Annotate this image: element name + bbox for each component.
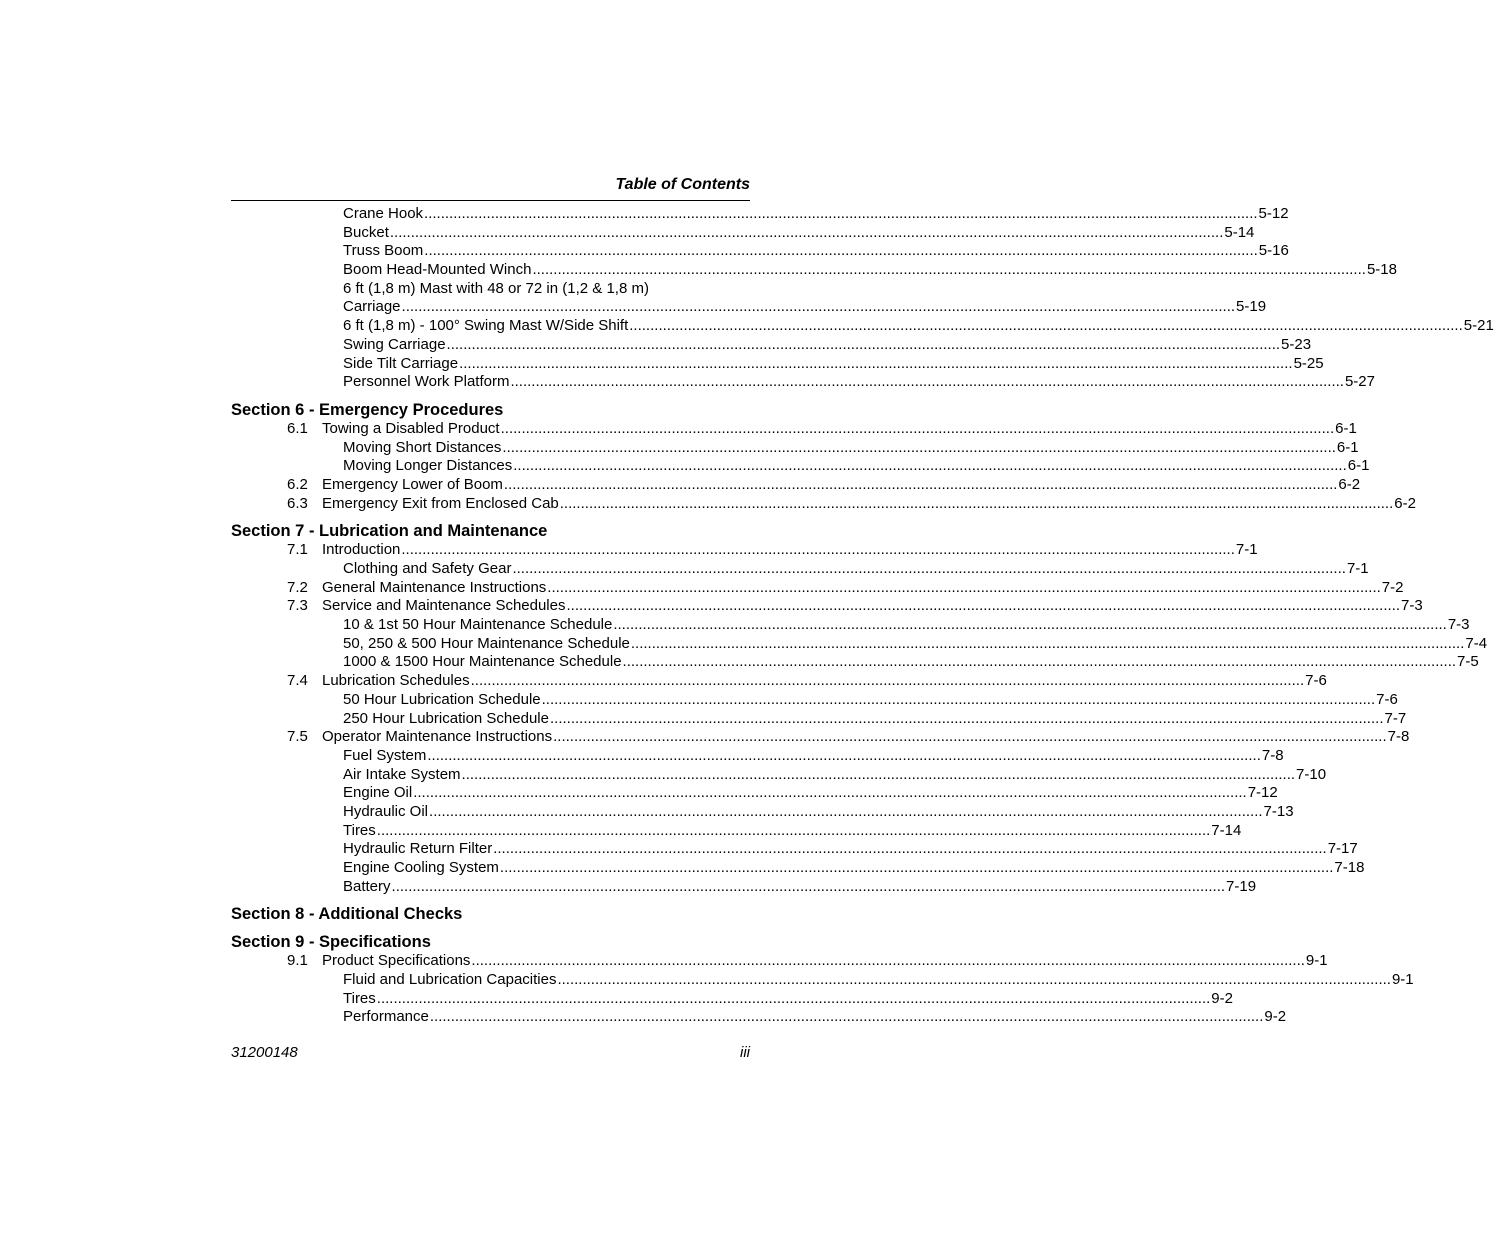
toc-entry-leader-line	[343, 746, 1284, 766]
toc-entry	[231, 859, 1365, 878]
toc-entry-page: 9-1	[1305, 952, 1328, 970]
toc-entry-leader-line	[343, 205, 1289, 224]
dot-leader: ........................................................................................................................................................................................................	[559, 494, 1394, 512]
table-of-contents	[231, 205, 1494, 1027]
dot-leader: ........................................................................................................................................................................................................	[503, 475, 1338, 493]
toc-entry-title: Towing a Disabled Product	[322, 419, 500, 437]
toc-entry-leader-line	[322, 672, 1327, 691]
toc-entry-title: 250 Hour Lubrication Schedule	[343, 709, 549, 727]
dot-leader: ........................................................................................................................................................................................................	[510, 373, 1344, 391]
toc-entry-title: Service and Maintenance Schedules	[322, 597, 566, 615]
toc-entry	[231, 438, 1359, 458]
toc-entry	[231, 560, 1369, 579]
dot-leader: ........................................................................................................................................................................................................	[471, 952, 1305, 970]
dot-leader: ........................................................................................................................................................................................................	[391, 877, 1226, 895]
dot-leader: ........................................................................................................................................................................................................	[630, 634, 1465, 652]
toc-entry	[231, 616, 1470, 635]
dot-leader: ........................................................................................................................................................................................................	[541, 690, 1376, 708]
toc-entry-leader-line	[322, 728, 1410, 747]
dot-leader: ........................................................................................................................................................................................................	[427, 746, 1261, 764]
toc-entry-title: Fluid and Lubrication Capacities	[343, 971, 557, 989]
toc-entry-page: 6-2	[1394, 494, 1416, 512]
toc-entry-number: 7.3	[287, 597, 308, 615]
toc-entry-leader-line	[343, 709, 1407, 729]
document-number: 31200148	[231, 1044, 298, 1061]
toc-section-heading: Section 8 - Additional Checks	[231, 905, 463, 924]
toc-entry-leader-line	[343, 1008, 1287, 1027]
toc-entry-page: 7-6	[1305, 672, 1327, 690]
toc-entry-page: 6-1	[1347, 457, 1370, 475]
toc-entry-page: 5-27	[1344, 373, 1375, 391]
dot-leader: ........................................................................................................................................................................................................	[557, 971, 1391, 989]
toc-entry-leader-line	[322, 578, 1404, 598]
toc-entry-page: 9-2	[1211, 989, 1233, 1007]
toc-entry-page: 7-5	[1457, 653, 1479, 671]
toc-entry	[231, 653, 1479, 672]
toc-entry-title: Product Specifications	[322, 952, 471, 970]
dot-leader: ........................................................................................................................................................................................................	[629, 317, 1463, 335]
toc-entry-title: Introduction	[322, 541, 401, 559]
toc-entry-title: Tires	[343, 821, 376, 839]
toc-entry	[231, 709, 1407, 729]
toc-entry-title: Boom Head-Mounted Winch	[343, 261, 532, 279]
toc-entry-leader-line	[343, 802, 1294, 822]
dot-leader: ........................................................................................................................................................................................................	[470, 672, 1305, 690]
toc-entry-continued	[231, 280, 750, 299]
toc-entry-leader-line	[343, 354, 1324, 374]
toc-entry-leader-line	[322, 952, 1328, 971]
toc-entry	[231, 690, 1398, 710]
toc-entry-title: Tires	[343, 989, 376, 1007]
toc-entry-page: 7-14	[1211, 821, 1242, 839]
toc-entry-title: Bucket	[343, 223, 389, 241]
toc-entry-leader-line	[343, 840, 1358, 859]
toc-entry-title: Engine Cooling System	[343, 859, 499, 876]
dot-leader: ........................................................................................................................................................................................................	[547, 578, 1381, 596]
toc-entry-page: 5-16	[1258, 242, 1289, 260]
toc-entry-leader-line	[343, 989, 1233, 1009]
toc-entry	[231, 419, 1357, 439]
toc-entry-title: Emergency Exit from Enclosed Cab	[322, 494, 559, 512]
toc-entry-page: 6-2	[1338, 475, 1361, 493]
toc-section-heading: Section 9 - Specifications	[231, 933, 431, 952]
toc-entry	[231, 952, 1328, 971]
toc-entry-number: 6.3	[287, 494, 308, 512]
toc-entry-title: Battery	[343, 877, 391, 895]
toc-entry-leader-line	[343, 261, 1397, 280]
dot-leader: ........................................................................................................................................................................................................	[424, 242, 1258, 260]
dot-leader: ........................................................................................................................................................................................................	[622, 653, 1457, 671]
toc-entry-title: 10 & 1st 50 Hour Maintenance Schedule	[343, 616, 613, 634]
dot-leader: ........................................................................................................................................................................................................	[500, 419, 1335, 437]
toc-entry	[231, 597, 1423, 616]
toc-entry-page: 7-7	[1384, 709, 1407, 727]
toc-entry-page: 9-2	[1264, 1008, 1287, 1026]
toc-entry-leader-line	[322, 541, 1258, 560]
toc-entry	[231, 373, 1375, 392]
toc-entry-leader-line	[343, 373, 1375, 392]
toc-entry	[231, 223, 1255, 243]
dot-leader: ........................................................................................................................................................................................................	[553, 728, 1387, 746]
toc-entry-leader-line	[322, 419, 1357, 439]
toc-entry-page: 7-4	[1465, 634, 1488, 652]
toc-entry-title: Performance	[343, 1008, 429, 1026]
toc-entry-page: 7-1	[1235, 541, 1258, 559]
toc-entry-leader-line	[343, 223, 1255, 243]
toc-entry-page: 7-3	[1401, 597, 1423, 615]
toc-entry-page: 6-1	[1336, 438, 1359, 456]
toc-entry-page: 5-14	[1224, 223, 1255, 241]
header-rule	[231, 200, 750, 201]
toc-entry-page: 6-1	[1335, 419, 1357, 437]
toc-entry-page: 7-19	[1226, 877, 1257, 895]
toc-entry	[231, 877, 1257, 897]
toc-entry-number: 7.1	[287, 541, 308, 559]
dot-leader: ........................................................................................................................................................................................................	[549, 709, 1384, 727]
toc-entry-number: 7.2	[287, 578, 308, 596]
toc-entry-title: 6 ft (1,8 m) Mast with 48 or 72 in (1,2 & 1,8 m)	[343, 279, 649, 297]
toc-entry-leader-line	[343, 634, 1488, 654]
toc-entry-page: 5-21	[1463, 317, 1494, 335]
toc-entry-title: Hydraulic Oil	[343, 802, 429, 820]
dot-leader: ........................................................................................................................................................................................................	[401, 541, 1235, 559]
toc-entry-number: 7.5	[287, 728, 308, 746]
toc-entry-title: Operator Maintenance Instructions	[322, 728, 553, 746]
toc-section-heading: Section 6 - Emergency Procedures	[231, 400, 504, 419]
toc-entry-leader-line	[343, 242, 1289, 261]
dot-leader: ........................................................................................................................................................................................................	[502, 438, 1336, 456]
page-header-title: Table of Contents	[615, 176, 750, 193]
dot-leader: ........................................................................................................................................................................................................	[613, 616, 1447, 634]
toc-entry	[231, 728, 1410, 747]
toc-entry-page: 7-18	[1334, 859, 1365, 876]
dot-leader: ........................................................................................................................................................................................................	[532, 261, 1366, 279]
toc-entry-title: Crane Hook	[343, 205, 424, 222]
dot-leader: ........................................................................................................................................................................................................	[513, 457, 1347, 475]
dot-leader: ........................................................................................................................................................................................................	[376, 989, 1211, 1007]
toc-entry-page: 7-8	[1261, 746, 1284, 764]
toc-entry-number: 6.1	[287, 419, 308, 437]
toc-entry-page: 7-12	[1247, 784, 1278, 802]
toc-entry-title: Fuel System	[343, 746, 427, 764]
toc-entry	[231, 840, 1358, 859]
toc-entry-page: 5-18	[1366, 261, 1397, 279]
toc-entry-page: 9-1	[1391, 971, 1414, 989]
toc-entry	[231, 298, 1267, 317]
dot-leader: ........................................................................................................................................................................................................	[446, 335, 1281, 353]
toc-entry-title: Truss Boom	[343, 242, 424, 260]
dot-leader: ........................................................................................................................................................................................................	[413, 784, 1247, 802]
toc-entry-title: Personnel Work Platform	[343, 373, 510, 391]
page-number: iii	[740, 1044, 750, 1061]
toc-entry-title: Moving Short Distances	[343, 438, 502, 456]
toc-entry-leader-line	[343, 335, 1312, 355]
toc-entry-title: 6 ft (1,8 m) - 100° Swing Mast W/Side Shift	[343, 317, 629, 335]
toc-entry-leader-line	[343, 457, 1370, 476]
toc-entry-title: Lubrication Schedules	[322, 672, 470, 690]
toc-entry-leader-line	[322, 475, 1361, 495]
dot-leader: ........................................................................................................................................................................................................	[461, 765, 1296, 783]
toc-entry	[231, 578, 1404, 598]
toc-entry-leader-line	[343, 765, 1327, 785]
toc-entry-page: 7-13	[1263, 802, 1294, 820]
toc-entry-leader-line	[343, 298, 1267, 317]
toc-entry-title: Engine Oil	[343, 784, 413, 802]
toc-entry	[231, 541, 1258, 560]
toc-entry-number: 6.2	[287, 475, 308, 493]
toc-entry-leader-line	[343, 690, 1398, 710]
toc-entry	[231, 1008, 1287, 1027]
toc-entry	[231, 335, 1312, 355]
dot-leader: ........................................................................................................................................................................................................	[389, 223, 1224, 241]
toc-entry-title: Carriage	[343, 298, 401, 316]
dot-leader: ........................................................................................................................................................................................................	[376, 821, 1211, 839]
dot-leader: ........................................................................................................................................................................................................	[459, 354, 1293, 372]
toc-entry-number: 7.4	[287, 672, 308, 690]
toc-entry	[231, 672, 1327, 691]
toc-entry-leader-line	[343, 616, 1470, 635]
toc-entry-leader-line	[343, 560, 1369, 579]
toc-entry-title: 50, 250 & 500 Hour Maintenance Schedule	[343, 634, 630, 652]
toc-entry	[231, 317, 1494, 336]
toc-entry-leader-line	[343, 971, 1414, 990]
toc-entry-title: Air Intake System	[343, 765, 461, 783]
toc-entry-page: 7-2	[1381, 578, 1404, 596]
toc-entry-title: Moving Longer Distances	[343, 457, 513, 475]
toc-entry	[231, 457, 1370, 476]
toc-entry	[231, 354, 1324, 374]
dot-leader: ........................................................................................................................................................................................................	[429, 1008, 1264, 1026]
toc-entry	[231, 634, 1488, 654]
toc-entry-page: 5-19	[1236, 298, 1267, 316]
dot-leader: ........................................................................................................................................................................................................	[429, 802, 1263, 820]
toc-entry-leader-line	[343, 438, 1359, 458]
toc-entry	[231, 475, 1361, 495]
toc-entry-title: General Maintenance Instructions	[322, 578, 547, 596]
toc-entry-page: 7-10	[1296, 765, 1327, 783]
toc-entry	[231, 971, 1414, 990]
toc-entry-page: 7-6	[1376, 690, 1398, 708]
toc-entry	[231, 784, 1278, 803]
toc-entry-number: 9.1	[287, 952, 308, 970]
toc-entry-title: Side Tilt Carriage	[343, 354, 459, 372]
toc-entry-title: Swing Carriage	[343, 335, 446, 353]
toc-entry-page: 5-12	[1258, 205, 1289, 222]
toc-entry	[231, 765, 1327, 785]
toc-entry	[231, 242, 1289, 261]
toc-entry-page: 5-25	[1293, 354, 1324, 372]
toc-entry-page: 7-8	[1387, 728, 1410, 746]
toc-entry-page: 7-17	[1327, 840, 1358, 858]
toc-entry-leader-line	[343, 821, 1242, 841]
toc-entry-leader-line	[322, 597, 1423, 616]
toc-entry	[231, 821, 1242, 841]
toc-entry	[231, 261, 1397, 280]
dot-leader: ........................................................................................................................................................................................................	[493, 840, 1327, 858]
toc-entry	[231, 494, 1416, 514]
toc-entry-title: Hydraulic Return Filter	[343, 840, 493, 858]
toc-entry-page: 7-1	[1346, 560, 1369, 577]
toc-entry	[231, 205, 1289, 224]
dot-leader: ........................................................................................................................................................................................................	[401, 298, 1236, 316]
toc-entry-title: Emergency Lower of Boom	[322, 475, 503, 493]
dot-leader: ........................................................................................................................................................................................................	[566, 597, 1400, 615]
toc-entry-page: 5-23	[1281, 335, 1312, 353]
toc-entry	[231, 746, 1284, 766]
dot-leader: ........................................................................................................................................................................................................	[424, 205, 1258, 222]
dot-leader: ........................................................................................................................................................................................................	[499, 859, 1334, 876]
toc-entry-leader-line	[343, 877, 1257, 897]
toc-entry-leader-line	[343, 859, 1365, 878]
toc-entry-title: 1000 & 1500 Hour Maintenance Schedule	[343, 653, 622, 671]
toc-entry-leader-line	[343, 653, 1479, 672]
dot-leader: ........................................................................................................................................................................................................	[512, 560, 1346, 577]
toc-entry-leader-line	[343, 317, 1494, 336]
toc-entry	[231, 989, 1233, 1009]
toc-entry-title: 50 Hour Lubrication Schedule	[343, 690, 541, 708]
toc-entry-title: Clothing and Safety Gear	[343, 560, 512, 577]
toc-entry-leader-line	[343, 784, 1278, 803]
toc-entry-leader-line	[322, 494, 1416, 514]
toc-entry-page: 7-3	[1447, 616, 1470, 634]
toc-entry	[231, 802, 1294, 822]
toc-section-heading: Section 7 - Lubrication and Maintenance	[231, 522, 548, 541]
